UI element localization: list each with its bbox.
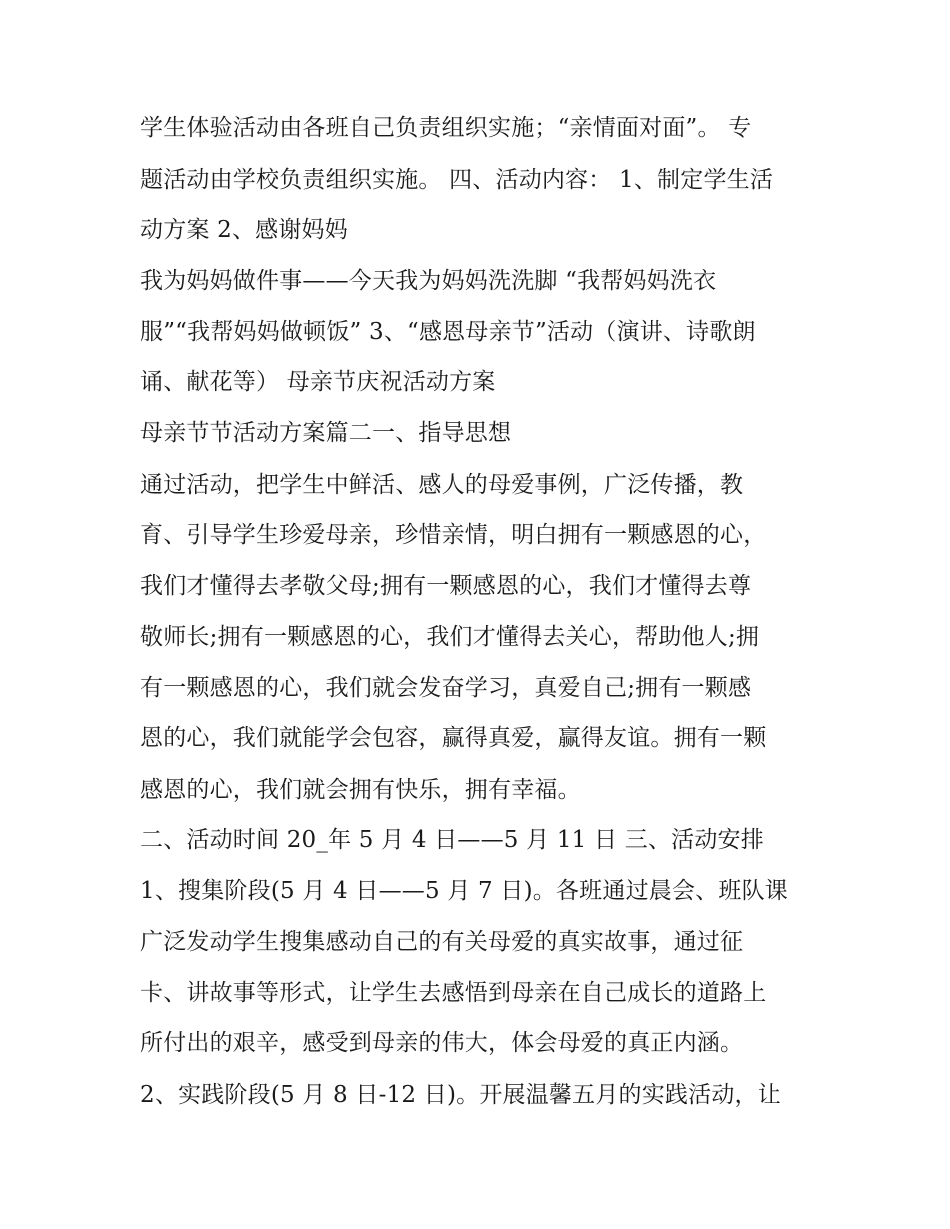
text-line: 题活动由学校负责组织实施。 四、活动内容： 1、制定学生活 bbox=[140, 167, 774, 193]
text-line: 我们才懂得去孝敬父母;拥有一颗感恩的心，我们才懂得去尊 bbox=[140, 573, 752, 599]
text-line: 母亲节节活动方案篇二一、指导思想 bbox=[140, 420, 512, 446]
text-line: 二、活动时间 20_年 5 月 4 日——5 月 11 日 三、活动安排 bbox=[140, 827, 764, 853]
text-line: 敬师长;拥有一颗感恩的心，我们才懂得去关心，帮助他人;拥 bbox=[140, 624, 760, 650]
text-line: 育、引导学生珍爱母亲，珍惜亲情，明白拥有一颗感恩的心， bbox=[140, 522, 767, 548]
text-line: 恩的心，我们就能学会包容，赢得真爱，赢得友谊。拥有一颗 bbox=[140, 725, 767, 751]
text-line: 动方案 2、感谢妈妈 bbox=[140, 217, 348, 243]
text-line: 有一颗感恩的心，我们就会发奋学习，真爱自己;拥有一颗感 bbox=[140, 675, 752, 701]
text-line: 感恩的心，我们就会拥有快乐，拥有幸福。 bbox=[140, 777, 581, 803]
text-line: 我为妈妈做件事——今天我为妈妈洗洗脚 “我帮妈妈洗衣 bbox=[140, 268, 717, 294]
text-line: 服”“我帮妈妈做顿饭” 3、“感恩母亲节”活动（演讲、诗歌朗 bbox=[140, 319, 756, 345]
text-line: 2、实践阶段(5 月 8 日-12 日)。开展温馨五月的实践活动，让 bbox=[140, 1082, 781, 1108]
text-line: 卡、讲故事等形式，让学生去感悟到母亲在自己成长的道路上 bbox=[140, 980, 767, 1006]
text-line: 通过活动，把学生中鲜活、感人的母爱事例，广泛传播，教 bbox=[140, 472, 744, 498]
text-line: 所付出的艰辛，感受到母亲的伟大，体会母爱的真正内涵。 bbox=[140, 1030, 744, 1056]
text-line: 诵、献花等） 母亲节庆祝活动方案 bbox=[140, 369, 496, 395]
text-line: 1、搜集阶段(5 月 4 日——5 月 7 日)。各班通过晨会、班队课 bbox=[140, 878, 788, 904]
text-line: 广泛发动学生搜集感动自己的有关母爱的真实故事，通过征 bbox=[140, 929, 744, 955]
text-line: 学生体验活动由各班自己负责组织实施；“亲情面对面”。 专 bbox=[140, 115, 752, 141]
